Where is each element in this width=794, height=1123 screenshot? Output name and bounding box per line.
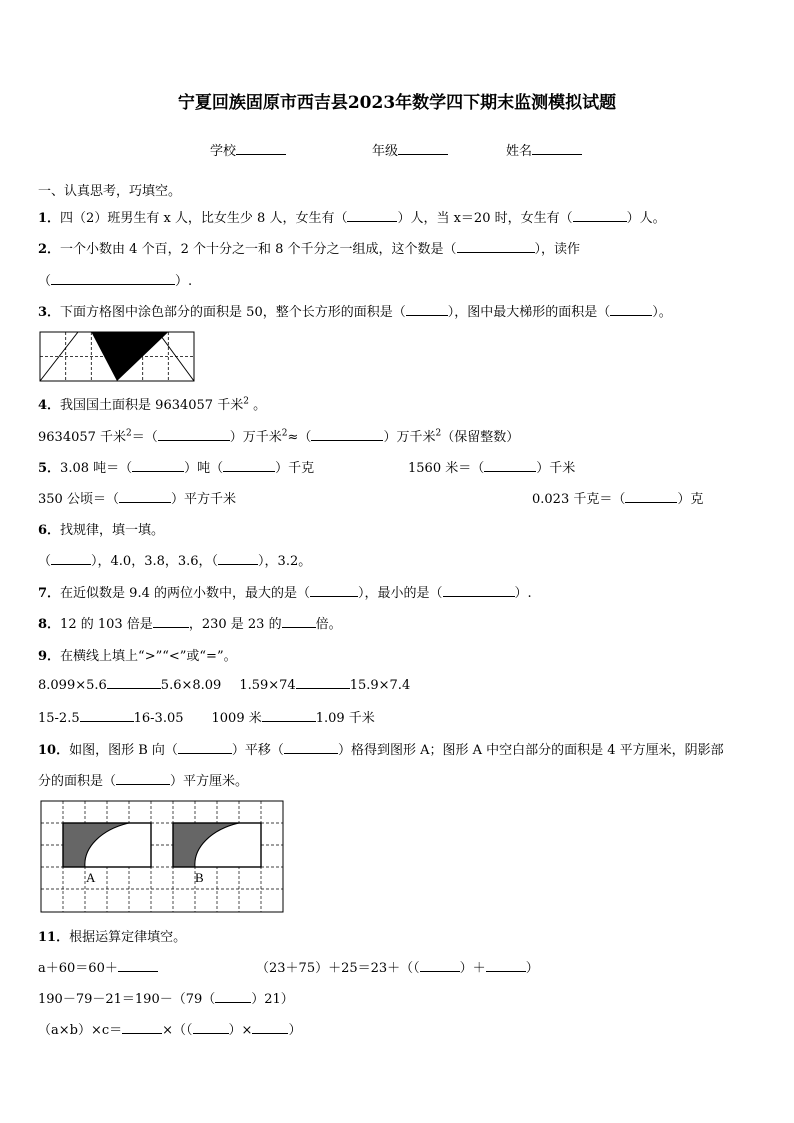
question-9: 9．在横线上填上“>”“<”或“=”。 — [38, 649, 237, 664]
name-blank[interactable] — [532, 142, 582, 155]
answer-blank[interactable] — [625, 490, 677, 503]
question-7: 7．在近似数是 9.4 的两位小数中，最大的是（ ），最小的是（ ）. — [38, 586, 532, 601]
grade-field — [372, 140, 448, 159]
question-number: 5． — [38, 461, 61, 476]
question-5: 5．3.08 吨＝（ ）吨（ ）千克 — [38, 461, 315, 476]
grade-blank[interactable] — [398, 142, 448, 155]
question-8: 8．12 的 103 倍是 ，230 是 23 的 倍。 — [38, 617, 342, 632]
answer-blank[interactable] — [484, 459, 536, 472]
question-2-line-2: （ ）. — [38, 274, 193, 289]
label-a: A — [86, 870, 96, 885]
question-number: 2． — [38, 242, 61, 257]
answer-blank[interactable] — [420, 959, 460, 972]
question-6: 6．找规律，填一填。 — [38, 523, 165, 538]
answer-blank[interactable] — [107, 676, 161, 689]
question-2: 2．一个小数由 4 个百，2 个十分之一和 8 个千分之一组成，这个数是（ ），读作 — [38, 242, 581, 257]
answer-blank[interactable] — [51, 552, 91, 565]
question-5-part-b: 1560 米＝（ ）千米 — [408, 461, 576, 476]
answer-blank[interactable] — [457, 240, 535, 253]
question-4-line-2: 9634057 千米$^2$＝（ ）万千米$^2$≈（ ）万千米$^2$（保留整数） — [38, 428, 520, 445]
answer-blank[interactable] — [311, 428, 383, 441]
answer-blank[interactable] — [178, 741, 232, 754]
question-number: 8． — [38, 617, 61, 632]
question-5-part-c: 350 公顷＝（ ）平方千米 — [38, 492, 236, 507]
school-blank[interactable] — [236, 142, 286, 155]
answer-blank[interactable] — [252, 1021, 288, 1034]
question-9-line-2: 8.099×5.6 5.6×8.09 1.59×74 15.9×7.4 — [38, 678, 411, 693]
label-b: B — [195, 870, 204, 885]
question-4: 4．我国国土面积是 9634057 千米$^2$ 。 — [38, 396, 267, 413]
figure-b — [173, 823, 261, 867]
answer-blank[interactable] — [296, 676, 350, 689]
question-1: 1．四（2）班男生有 x 人，比女生少 8 人，女生有（ ）人，当 x＝20 时，女生有（ ）人。 — [38, 211, 666, 226]
question-number: 3． — [38, 305, 61, 320]
answer-blank[interactable] — [116, 772, 170, 785]
answer-blank[interactable] — [262, 709, 316, 722]
answer-blank[interactable] — [122, 1021, 162, 1034]
answer-blank[interactable] — [118, 959, 158, 972]
figure-a — [63, 823, 151, 867]
question-6-line-2: （ ），4.0，3.8，3.6，（ ），3.2。 — [38, 554, 312, 569]
answer-blank[interactable] — [310, 584, 358, 597]
question-11-line-4: （a×b）×c＝ ×（（ ）× ） — [38, 1023, 302, 1038]
grid-figure-q10 — [40, 800, 286, 916]
question-number: 7． — [38, 586, 61, 601]
grid-figure-q3 — [38, 330, 198, 384]
question-10-line-2: 分的面积是（ ）平方厘米。 — [38, 774, 249, 789]
answer-blank[interactable] — [193, 1021, 229, 1034]
page-title: 宁夏回族固原市西吉县2023年数学四下期末监测模拟试题 — [177, 93, 617, 113]
question-11-line-2b: （23＋75）＋25＝23＋（（ ）＋ ） — [256, 961, 539, 976]
answer-blank[interactable] — [347, 209, 397, 222]
section-heading: 一、认真思考，巧填空。 — [38, 184, 182, 199]
question-11-line-2: a＋60＝60＋ — [38, 957, 158, 976]
question-5-part-d: 0.023 千克＝（ ）克 — [532, 492, 704, 507]
question-number: 10． — [38, 743, 70, 758]
answer-blank[interactable] — [119, 490, 171, 503]
question-number: 1． — [38, 211, 61, 226]
answer-blank[interactable] — [215, 990, 251, 1003]
question-11: 11．根据运算定律填空。 — [38, 930, 187, 945]
answer-blank[interactable] — [284, 741, 338, 754]
question-number: 9． — [38, 649, 61, 664]
grade-label: 年级 — [372, 144, 399, 159]
question-10: 10．如图，图形 B 向（ ）平移（ ）格得到图形 A；图形 A 中空白部分的面积是 4 平方厘米，阴影部 — [38, 743, 724, 758]
school-label: 学校 — [210, 144, 237, 159]
answer-blank[interactable] — [282, 615, 316, 628]
answer-blank[interactable] — [573, 209, 627, 222]
answer-blank[interactable] — [51, 272, 175, 285]
answer-blank[interactable] — [610, 303, 652, 316]
question-11-line-3: 190－79－21＝190－（79（ ）21） — [38, 992, 294, 1007]
question-9-line-3: 15-2.5 16-3.05 1009 米 1.09 千米 — [38, 711, 375, 726]
answer-blank[interactable] — [223, 459, 275, 472]
answer-blank[interactable] — [158, 428, 230, 441]
question-3: 3．下面方格图中涂色部分的面积是 50，整个长方形的面积是（ ），图中最大梯形的面积是（ ）。 — [38, 305, 672, 320]
question-number: 11． — [38, 930, 70, 945]
name-label: 姓名 — [506, 144, 533, 159]
question-number: 4． — [38, 398, 61, 413]
answer-blank[interactable] — [153, 615, 189, 628]
question-number: 6． — [38, 523, 61, 538]
school-field — [210, 140, 286, 159]
answer-blank[interactable] — [486, 959, 526, 972]
answer-blank[interactable] — [132, 459, 184, 472]
name-field — [506, 140, 582, 159]
answer-blank[interactable] — [406, 303, 448, 316]
answer-blank[interactable] — [80, 709, 134, 722]
answer-blank[interactable] — [443, 584, 515, 597]
answer-blank[interactable] — [218, 552, 258, 565]
